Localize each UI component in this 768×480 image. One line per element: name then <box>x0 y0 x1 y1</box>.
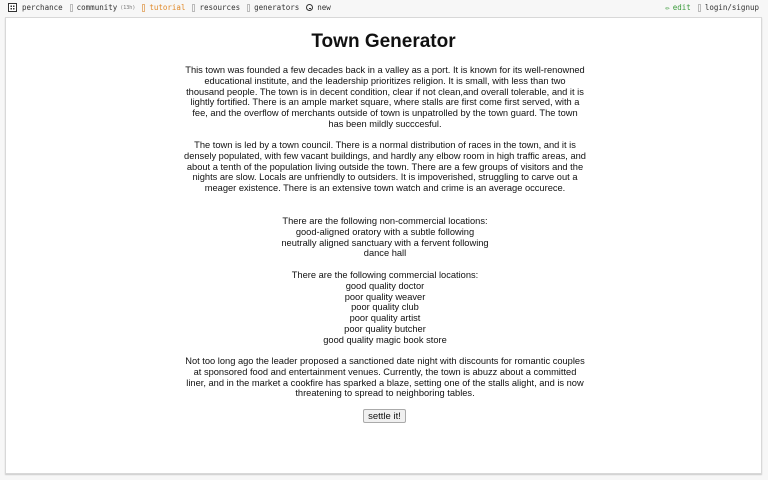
community-badge: (13h) <box>120 4 136 11</box>
noncommercial-item: neutrally aligned sanctuary with a fervent following <box>281 237 489 248</box>
topbar-right <box>665 3 759 12</box>
resources-label: resources <box>199 3 241 12</box>
page-title: Town Generator <box>311 31 456 52</box>
noncommercial-item: dance hall <box>363 248 407 259</box>
commercial-item: good quality magic book store <box>323 334 447 345</box>
resources-link[interactable] <box>192 3 240 12</box>
perchance-home-link[interactable] <box>8 3 63 12</box>
new-generator-link[interactable] <box>306 3 331 12</box>
new-label: new <box>317 3 331 12</box>
generators-label: generators <box>254 3 300 12</box>
commercial-item: good quality doctor <box>345 280 425 291</box>
book-icon <box>142 4 145 12</box>
events-paragraph: Not too long ago the leader proposed a sanctioned date night with discounts for romantic couples at sponsored food and entertainment venues. Currently, the town is abuzz about a committed liner, and in the market a cookfire has sparked a blaze, setting one of the stalls alight, and is now threatening to spread to neighboring tables. <box>185 356 585 399</box>
login-signup-link[interactable] <box>698 3 759 12</box>
chat-icon <box>70 4 73 12</box>
resources-icon <box>192 4 195 12</box>
pencil-icon: ✏ <box>665 3 670 12</box>
noncommercial-item: good-aligned oratory with a subtle following <box>295 226 475 237</box>
commercial-heading: There are the following commercial locations: <box>291 270 479 280</box>
commercial-item: poor quality artist <box>349 313 421 324</box>
topbar-left <box>8 3 338 12</box>
edit-link[interactable] <box>665 3 691 12</box>
generators-icon <box>247 4 250 12</box>
generator-output-panel <box>5 17 762 474</box>
perchance-label: perchance <box>22 3 63 12</box>
noncommercial-locations <box>184 216 586 259</box>
commercial-locations <box>184 270 586 346</box>
noncommercial-heading: There are the following non-commercial locations: <box>282 216 488 226</box>
user-icon <box>698 4 701 12</box>
commercial-item: poor quality butcher <box>344 323 426 334</box>
top-navigation-bar <box>0 0 768 16</box>
community-link[interactable] <box>70 3 136 12</box>
intro-paragraph: This town was founded a few decades back in a valley as a port. It is known for its well-renowned educational institute, and the leadership prioritizes religion. It is small, with less than two thousand people. The town is in decent condition, clear if not clean,and overall tolerable, and it is lightly fortified. There is an ample market square, where stalls are first come first served, with a fee, and the overflow of merchants outside of town is unpatrolled by the town guard. The town has been mildly succcesful. <box>185 65 585 129</box>
login-signup-label: login/signup <box>704 3 759 12</box>
tutorial-link[interactable] <box>142 3 185 12</box>
community-label: community <box>76 3 118 12</box>
commercial-item: poor quality club <box>351 302 419 313</box>
dice-icon <box>8 3 17 12</box>
tutorial-label: tutorial <box>149 3 186 12</box>
settle-it-button[interactable]: settle it! <box>363 409 406 423</box>
plus-circle-icon <box>306 4 313 11</box>
edit-label: edit <box>672 3 691 12</box>
government-paragraph: The town is led by a town council. There is a normal distribution of races in the town, and it is densely populated, with few vacant buildings, and hardly any elbow room in high traffic areas, and about a tenth of the population living outside the town. There are a few groups of visitors and the nights are slow. Locals are unfriendly to outsiders. It is impoverished, struggling to carve out a meager existence. There is an extensive town watch and crime is an average occurece. <box>184 140 586 194</box>
generators-link[interactable] <box>247 3 299 12</box>
commercial-item: poor quality weaver <box>344 291 426 302</box>
